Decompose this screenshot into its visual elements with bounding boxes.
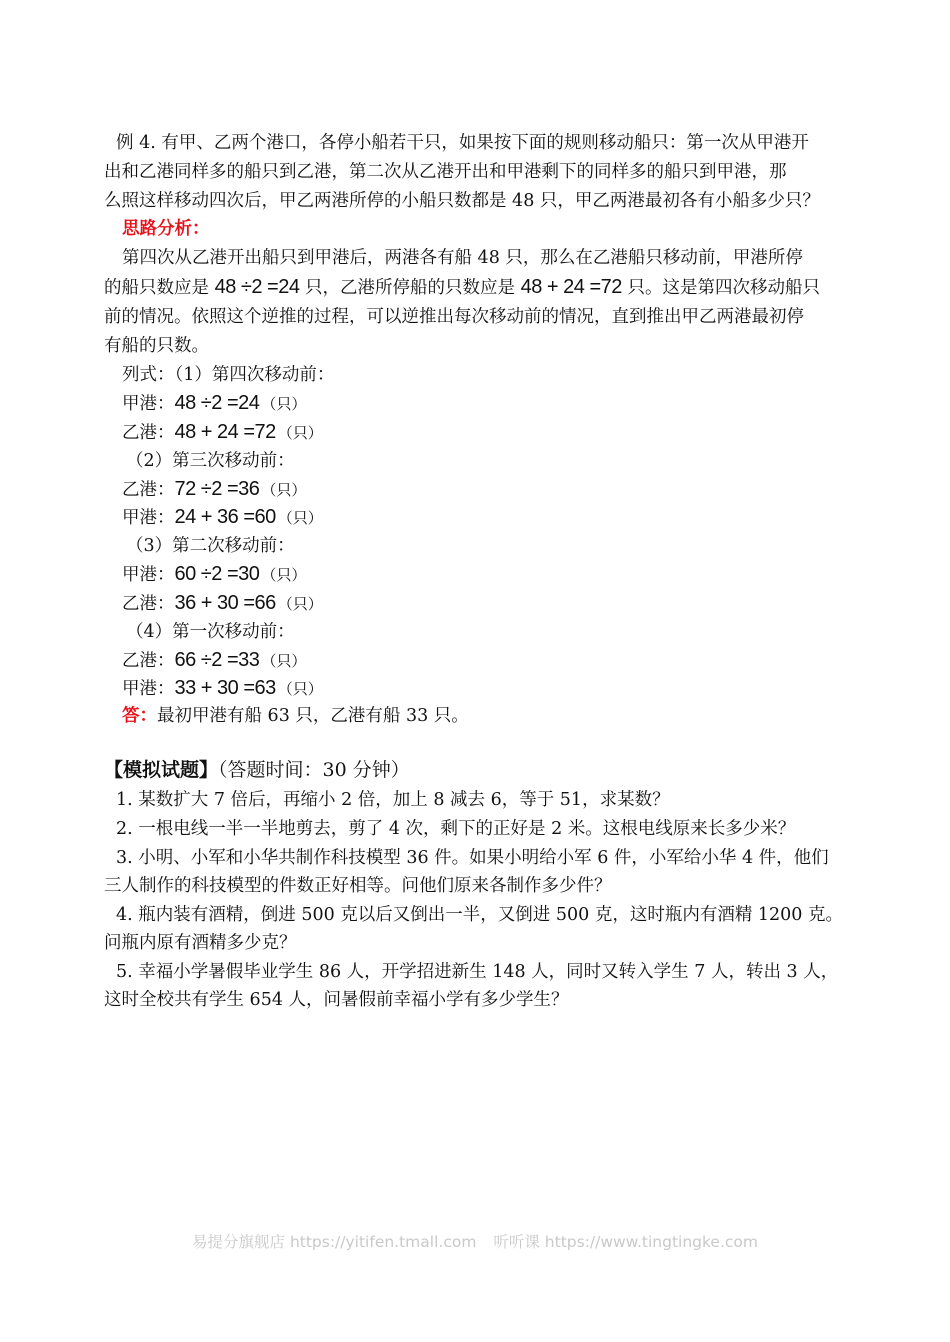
- formula: 36 + 30 =66: [174, 592, 276, 614]
- solution-row: [122, 420, 323, 445]
- harbor-label: 乙港：: [122, 651, 175, 671]
- formula: 60 ÷2 =30: [174, 563, 260, 585]
- analysis-line-1: 第四次从乙港开出船只到甲港后，两港各有船 48 只，那么在乙港船只移动前，甲港所停: [122, 248, 803, 268]
- unit-label: （只）: [277, 424, 323, 442]
- harbor-label: 乙港：: [122, 480, 175, 500]
- formula: 33 + 30 =63: [174, 677, 276, 699]
- harbor-label: 甲港：: [122, 565, 175, 585]
- solution-row: [122, 676, 323, 701]
- solution-row: [122, 477, 306, 502]
- solution-row: [122, 591, 323, 616]
- analysis-line-3: 前的情况。依照这个逆推的过程，可以逆推出每次移动前的情况，直到推出甲乙两港最初停: [104, 307, 804, 327]
- analysis-line-4: 有船的只数。: [104, 336, 209, 356]
- example-line-1: 例 4. 有甲、乙两个港口，各停小船若干只，如果按下面的规则移动船只：第一次从甲港开: [116, 133, 809, 153]
- answer-text: 最初甲港有船 63 只，乙港有船 33 只。: [157, 706, 469, 726]
- footer-shop-link[interactable]: 易提分旗舰店 https://yitifen.tmall.com: [192, 1233, 477, 1251]
- harbor-label: 乙港：: [122, 423, 175, 443]
- analysis-text-b: 只，乙港所停船的只数应是: [305, 278, 516, 298]
- analysis-heading: 思路分析：: [122, 219, 210, 239]
- analysis-text-a: 的船只数应是: [104, 278, 209, 298]
- question-5-line-2: 这时全校共有学生 654 人，问暑假前幸福小学有多少学生？: [104, 990, 569, 1010]
- mock-test-time-note: （答题时间：30 分钟）: [218, 759, 410, 781]
- unit-label: （只）: [277, 595, 323, 613]
- unit-label: （只）: [261, 395, 307, 413]
- step-heading: （4）第一次移动前：: [126, 622, 295, 642]
- analysis-line-2: [104, 275, 820, 300]
- harbor-label: 甲港：: [122, 679, 175, 699]
- formula: 72 ÷2 =36: [174, 478, 260, 500]
- solution-row: [122, 562, 306, 587]
- question-3-line-2: 三人制作的科技模型的件数正好相等。问他们原来各制作多少件？: [104, 876, 612, 896]
- formula: 48 + 24 =72: [174, 421, 276, 443]
- formula: 24 + 36 =60: [174, 506, 276, 528]
- formula: 66 ÷2 =33: [174, 649, 260, 671]
- solution-row: [122, 391, 306, 416]
- question-5-line-1: 5. 幸福小学暑假毕业学生 86 人，开学招进新生 148 人，同时又转入学生 7 人，转出 3 人，: [116, 962, 839, 982]
- analysis-formula-2: 48 + 24 =72: [520, 276, 622, 298]
- analysis-text-c: 只。这是第四次移动船只: [627, 278, 820, 298]
- harbor-label: 甲港：: [122, 394, 175, 414]
- question-2: 2. 一根电线一半一半地剪去，剪了 4 次，剩下的正好是 2 米。这根电线原来长多少米？: [116, 819, 796, 839]
- question-1: 1. 某数扩大 7 倍后，再缩小 2 倍，加上 8 减去 6，等于 51，求某数？: [116, 790, 670, 810]
- question-4-line-2: 问瓶内原有酒精多少克？: [104, 933, 297, 953]
- question-3-line-1: 3. 小明、小军和小华共制作科技模型 36 件。如果小明给小军 6 件，小军给小华 4 件，他们: [116, 848, 829, 868]
- analysis-formula-1: 48 ÷2 =24: [214, 276, 300, 298]
- harbor-label: 甲港：: [122, 508, 175, 528]
- example-line-3: 么照这样移动四次后，甲乙两港所停的小船只数都是 48 只，甲乙两港最初各有小船多少只？: [104, 191, 820, 211]
- step-heading: （3）第二次移动前：: [126, 536, 295, 556]
- harbor-label: 乙港：: [122, 594, 175, 614]
- mock-test-heading: [104, 758, 410, 782]
- formula: 48 ÷2 =24: [174, 392, 260, 414]
- unit-label: （只）: [277, 680, 323, 698]
- unit-label: （只）: [261, 481, 307, 499]
- step-heading: （2）第三次移动前：: [126, 451, 295, 471]
- example-line-2: 出和乙港同样多的船只到乙港，第二次从乙港开出和甲港剩下的同样多的船只到甲港，那: [104, 162, 787, 182]
- footer: [0, 1230, 950, 1252]
- unit-label: （只）: [277, 509, 323, 527]
- footer-site-link[interactable]: 听听课 https://www.tingtingke.com: [493, 1233, 758, 1251]
- unit-label: （只）: [261, 652, 307, 670]
- solution-row: [122, 505, 323, 530]
- answer-label: 答：: [122, 706, 157, 726]
- answer-line: [122, 704, 469, 728]
- solution-intro: 列式：（1）第四次移动前：: [122, 365, 335, 385]
- mock-test-title: 【模拟试题】: [104, 759, 219, 781]
- question-4-line-1: 4. 瓶内装有酒精，倒进 500 克以后又倒出一半，又倒进 500 克，这时瓶内有酒精 1200 克。: [116, 905, 843, 925]
- unit-label: （只）: [261, 566, 307, 584]
- solution-row: [122, 648, 306, 673]
